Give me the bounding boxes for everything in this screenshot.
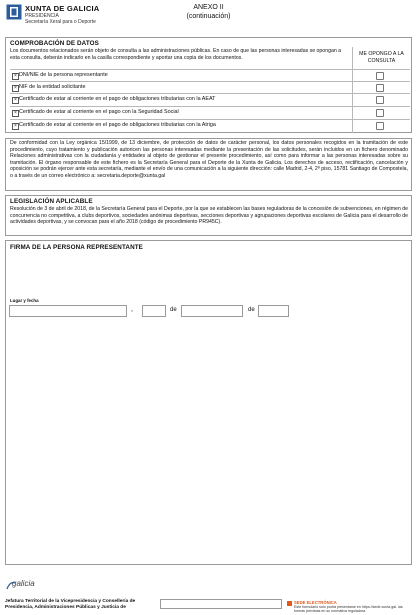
checked-icon: × [12, 73, 19, 80]
oppose-checkbox[interactable] [376, 109, 384, 117]
list-item: × NIF de la entidad solicitante [10, 81, 410, 92]
checked-icon: × [12, 123, 19, 130]
oppose-header: ME OPONGO A LA CONSULTA [359, 51, 404, 64]
place-input[interactable] [9, 305, 127, 317]
addressee-text: Jefatura Territorial de la Vicepresidencia y Consellería de Presidencia, Administraciones Públicas y Justicia de [5, 599, 136, 610]
signature-title: FIRMA DE LA PERSONA REPRESENTANTE [10, 244, 143, 251]
oppose-checkbox[interactable] [376, 84, 384, 92]
data-check-intro: Los documentos relacionados serán objeto de consulta a las administraciones públicas. En caso de que las personas interesadas se opongan a esta consulta, deberán indicarlo en la casilla correspondiente y aportar una copia de los documentos. [10, 48, 342, 61]
list-item: × Certificado de estar al corriente en el pago de obligaciones tributarias con la Atriga [10, 119, 410, 130]
data-check-title: COMPROBACIÓN DE DATOS [10, 40, 99, 47]
checked-icon: × [12, 97, 19, 104]
list-item: × Certificado de estar al corriente en el pago con la Seguridad Social [10, 106, 410, 117]
comma-separator: , [131, 306, 133, 313]
month-input[interactable] [181, 305, 243, 317]
year-input[interactable] [258, 305, 289, 317]
sede-label: SEDE ELECTRÓNICA [294, 600, 337, 605]
de-separator: de [248, 307, 255, 313]
day-input[interactable] [142, 305, 166, 317]
list-item: × DNI/NIE de la persona representante [10, 69, 410, 80]
oppose-checkbox[interactable] [376, 72, 384, 80]
annex-subtitle: (continuación) [186, 13, 231, 20]
sede-text: Este formulario solo podrá presentarse en https://sede.xunta.gal. las formas previstas en su normativa reguladora. [294, 605, 403, 614]
checked-icon: × [12, 85, 19, 92]
brand-name: XUNTA DE GALICIA [25, 4, 100, 13]
place-date-label: Lugar y fecha [10, 298, 39, 303]
addressee-input[interactable] [160, 599, 282, 609]
checked-icon: × [12, 110, 19, 117]
brand-subdepartment: Secretaría Xeral para o Deporte [25, 19, 96, 25]
sede-icon [287, 601, 292, 606]
oppose-checkbox[interactable] [376, 96, 384, 104]
de-separator: de [170, 307, 177, 313]
annex-title: ANEXO II [193, 4, 224, 11]
signature-section [5, 240, 412, 565]
legislation-title: LEGISLACIÓN APLICABLE [10, 198, 93, 205]
privacy-text: De conformidad con la Ley orgánica 15/1999, de 13 diciembre, de protección de datos de carácter personal, los datos personales recogidos en la tramitación de este procedimiento, cuyo tratamiento y publicación autoricen las personas interesadas mediante la presentación de las solicitudes, serán incluidos en un fichero denominado Relaciones administrativas con la ciudadanía y entidades al objeto de gestionar el presente procedimiento, así como para informar a las personas interesadas sobre su tramitación. El órgano responsable de este fichero es la Secretaría General para el Deporte de la Xunta de Galicia. Los derechos de acceso, rectificación, cancelación y oposición se podrán ejercer ante esta secretaría, mediante el envío de una comunicación a la siguiente dirección: calle Madrid, 2-4, 2º piso, 15781 Santiago de Compostela, o a través de un correo electrónico a: secretaria.deporte@xunta.gal [10, 140, 408, 179]
brand-department: PRESIDENCIA [25, 13, 59, 19]
legislation-text: Resolución de 3 de abril de 2018, de la Secretaría General para el Deporte, por la que se establecen las bases reguladoras de la concesión de subvenciones, en régimen de concurrencia no competitiva, a clubs deportivos, sociedades anónimas deportivas, secciones deportivas y agrupaciones deportivas escolares de Galicia para el desarrollo de actividades deportivas, y se convocan para el año 2018 (código de procedimiento PR945C). [10, 206, 408, 226]
list-item: × Certificado de estar al corriente en el pago de obligaciones tributarias con la AEAT [10, 93, 410, 104]
galicia-logo-text: galicia [12, 579, 35, 588]
oppose-checkbox[interactable] [376, 122, 384, 130]
